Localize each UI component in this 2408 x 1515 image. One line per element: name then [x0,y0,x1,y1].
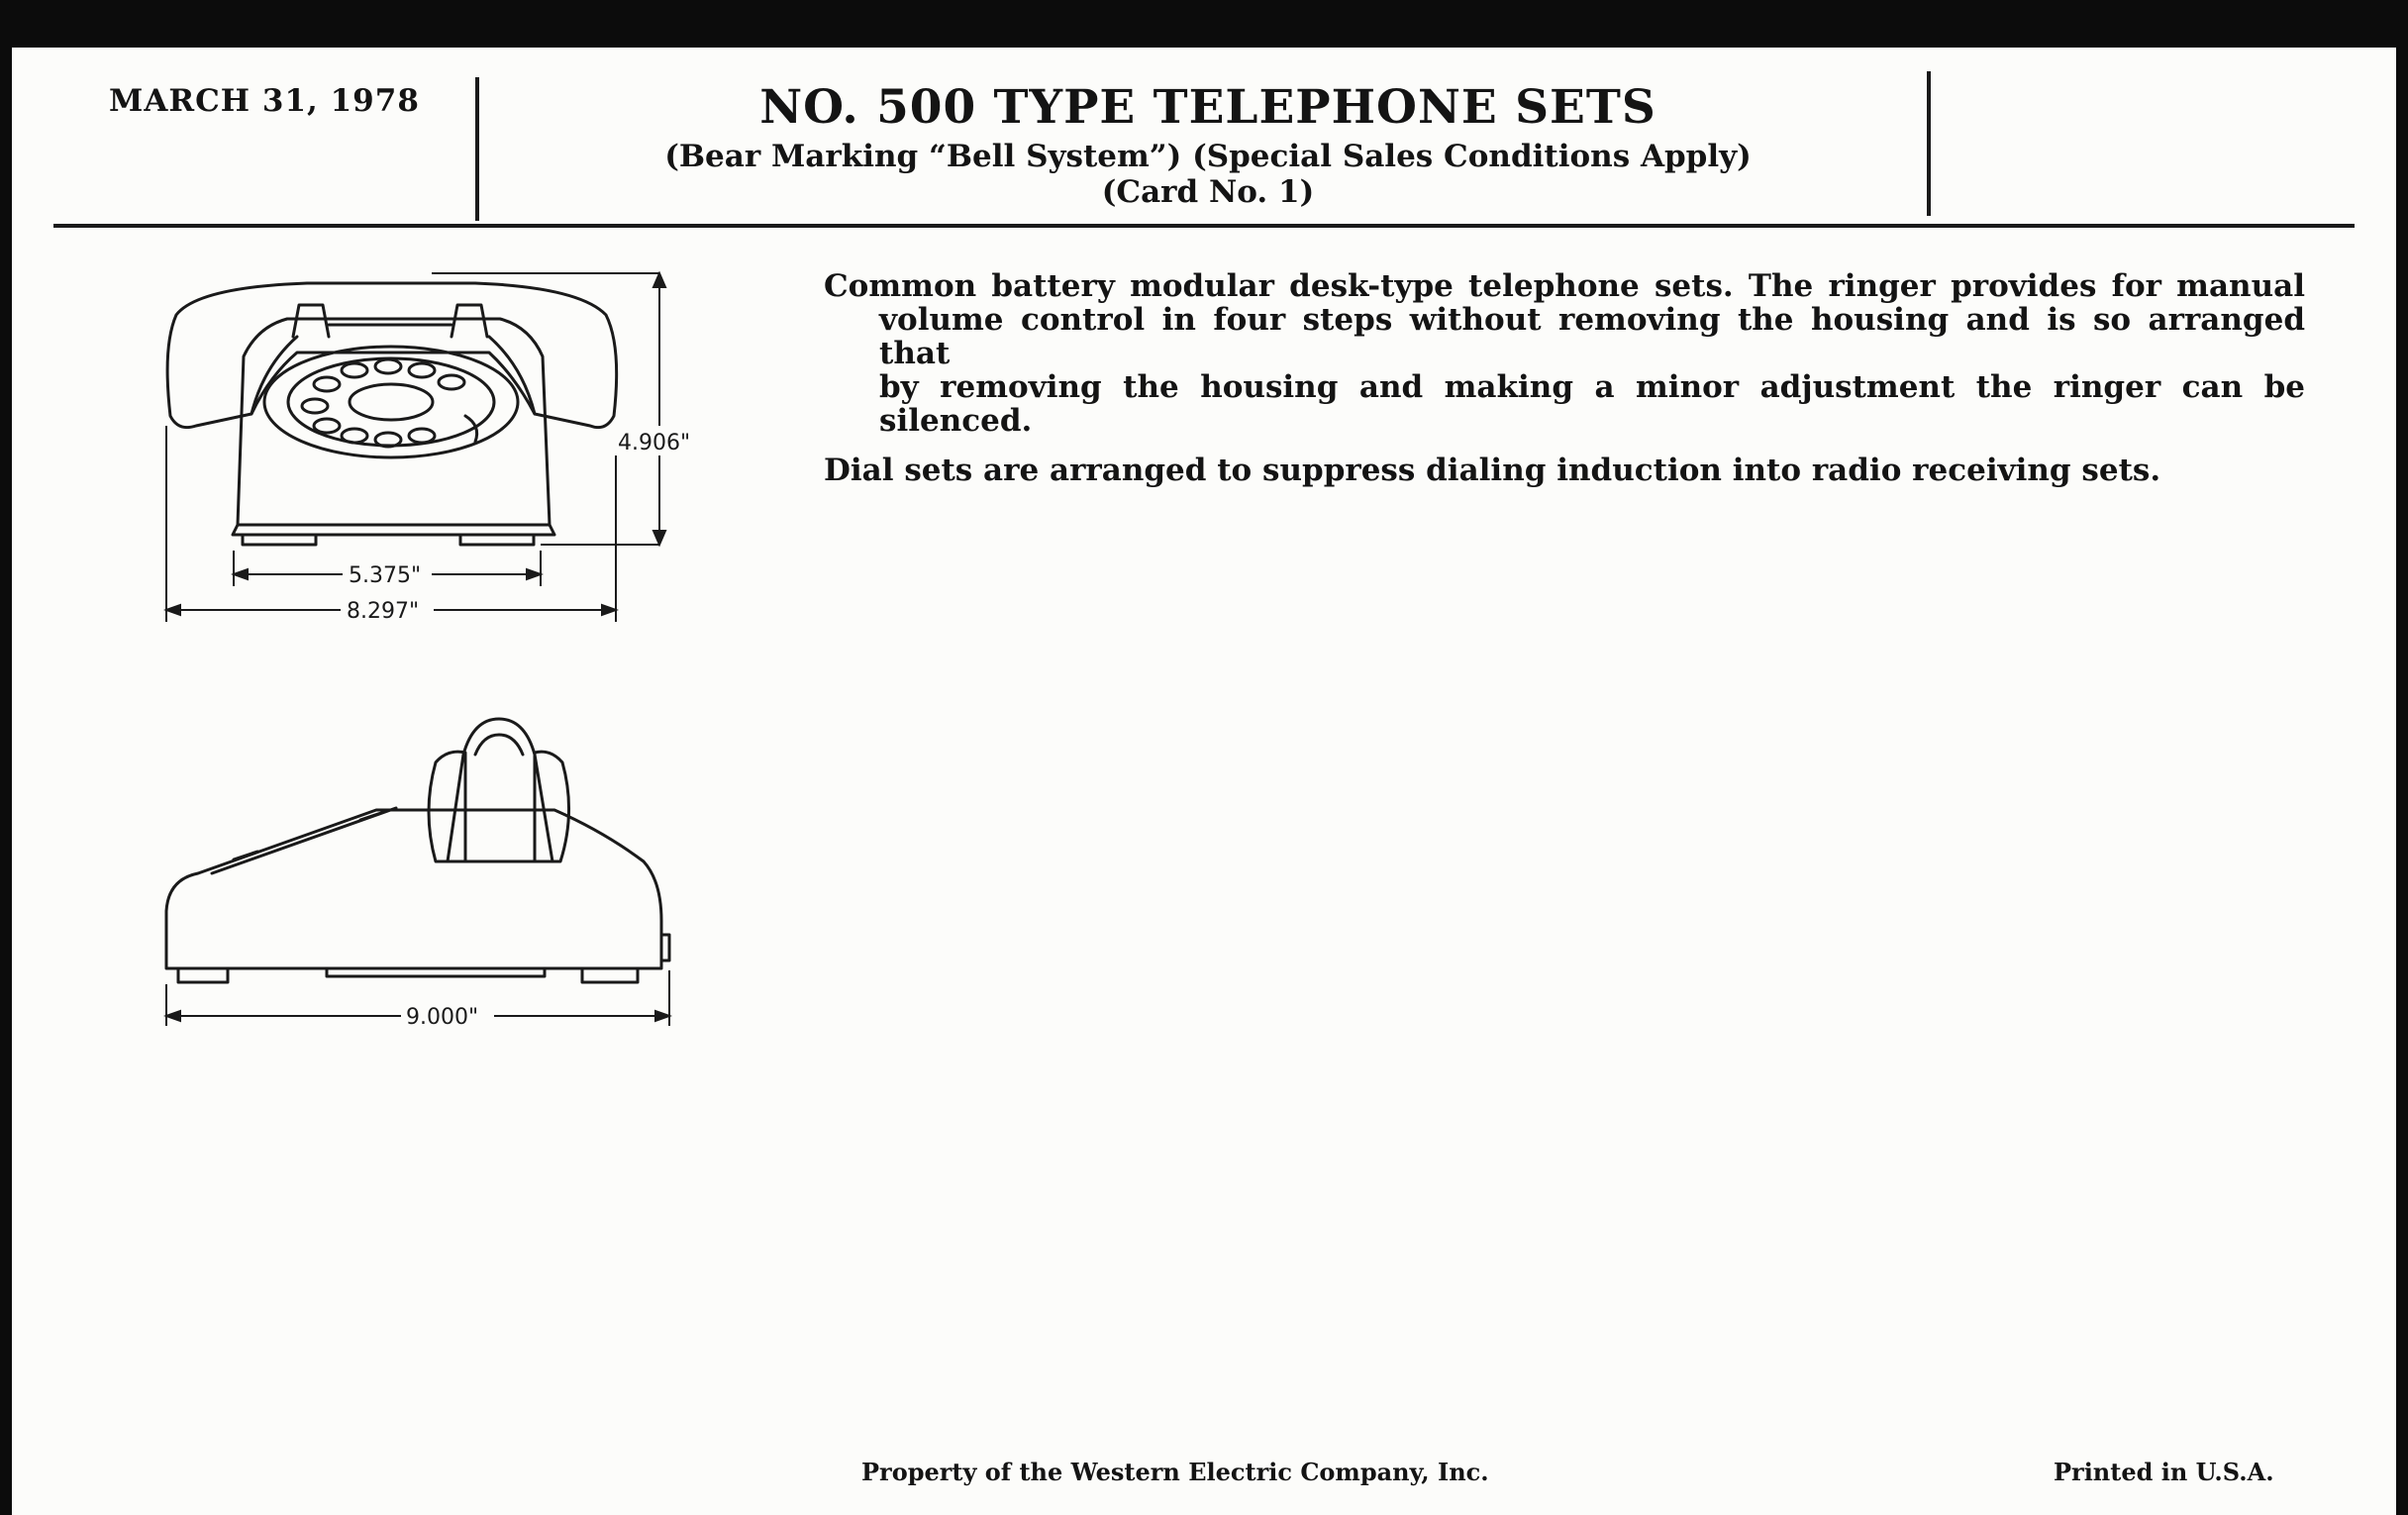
description-line-2: volume control in four steps without removing the housing and is so arranged that [879,302,2305,371]
description-line-1: Common battery modular desk-type telephone sets. The ringer provides for manual [824,268,2305,304]
front-view-illustration [167,283,617,545]
description-paragraph-1 [824,269,2305,438]
page-title: NO. 500 TYPE TELEPHONE SETS [759,80,1656,135]
height-dimension-label: 4.906" [618,431,691,455]
card-date: MARCH 31, 1978 [109,83,420,119]
depth-dimension-label: 9.000" [406,1005,479,1030]
card-number: (Card No. 1) [1101,174,1315,210]
footer-printed: Printed in U.S.A. [2054,1458,2274,1486]
footer-property: Property of the Western Electric Company, Inc. [861,1458,1489,1486]
header-divider-right [1927,71,1931,216]
description-line-3: by removing the housing and making a minor adjustment the ringer can be silenced. [879,369,2305,439]
telephone-drawings [0,0,752,1069]
description-paragraph-2: Dial sets are arranged to suppress dialing induction into radio receiving sets. [824,453,2161,488]
description [824,269,2305,487]
side-view-illustration [166,719,669,982]
base-width-dimension-label: 5.375" [349,563,422,588]
page-subtitle: (Bear Marking “Bell System”) (Special Sales Conditions Apply) [664,139,1752,174]
overall-width-dimension-label: 8.297" [347,599,420,624]
